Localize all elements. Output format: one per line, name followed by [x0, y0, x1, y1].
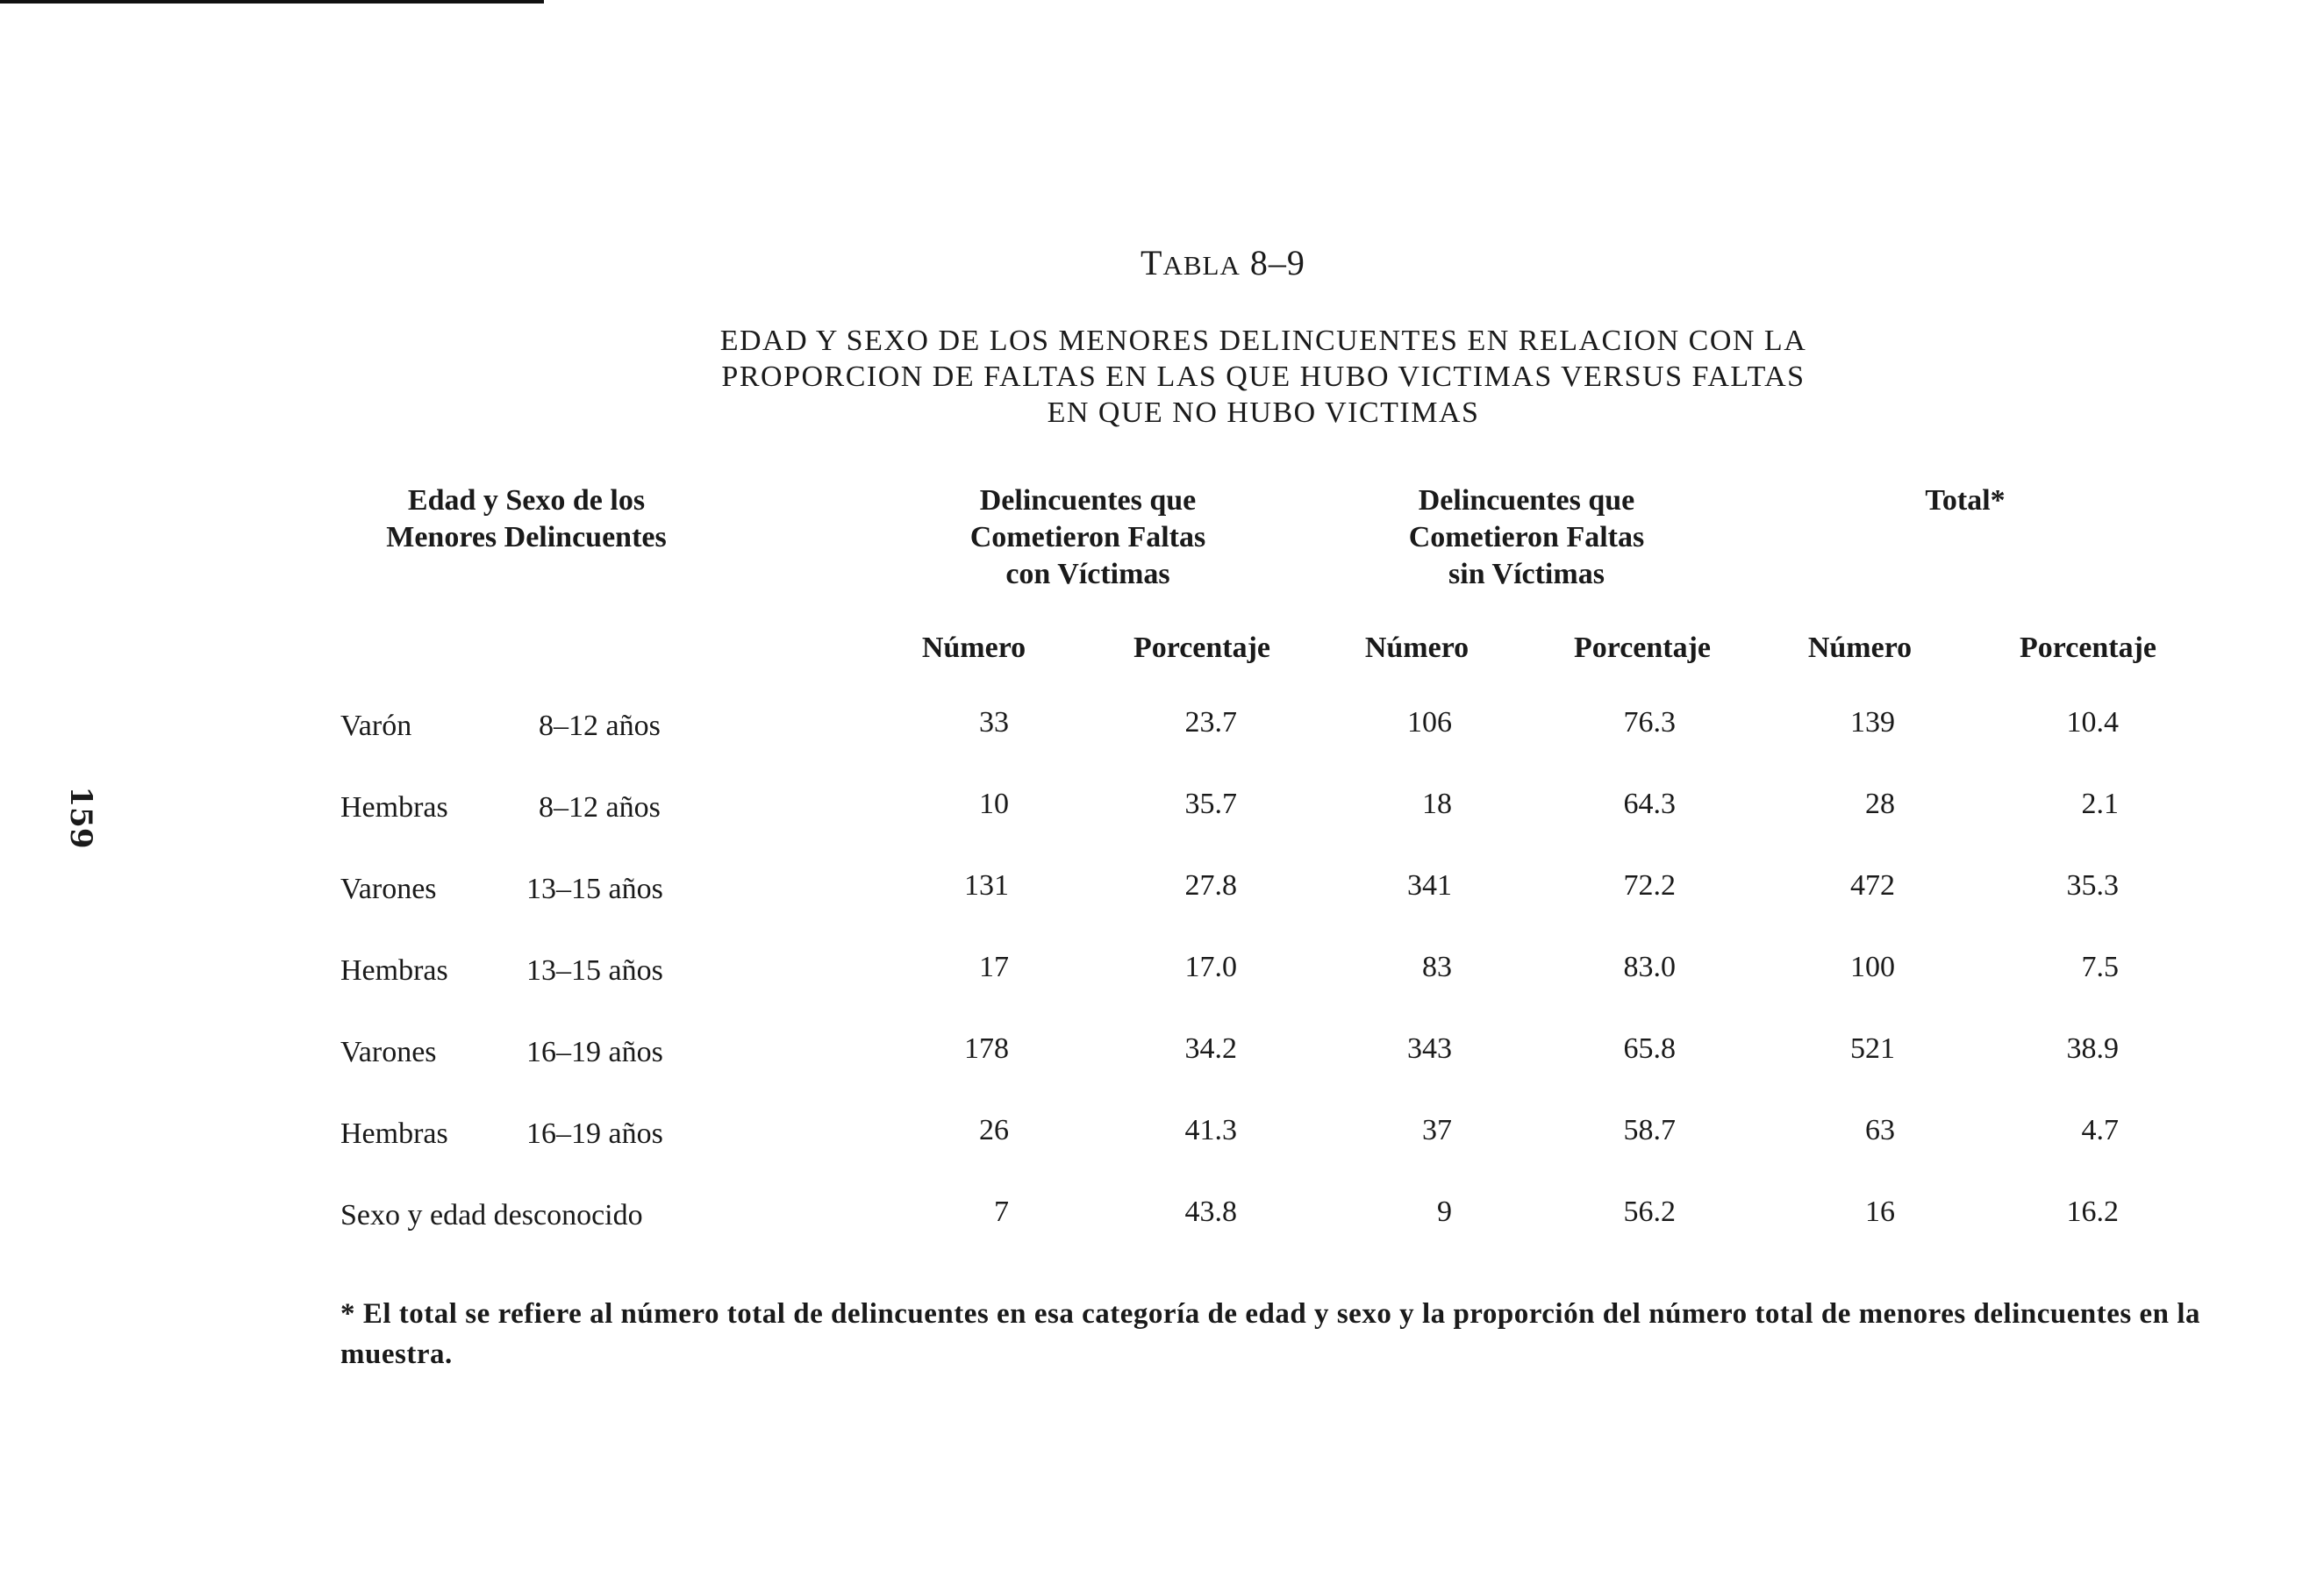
cell-numero-total: 100: [1850, 951, 1895, 983]
header-line: sin Víctimas: [1448, 558, 1605, 590]
cell-numero-sin: 9: [1437, 1196, 1452, 1228]
cell-porcentaje-total: 2.1: [2081, 788, 2119, 820]
row-sex-label: Varón: [340, 710, 412, 742]
row-sex-label: Sexo y edad desconocido: [340, 1199, 643, 1231]
row-sex-label: Hembras: [340, 1117, 448, 1150]
cell-porcentaje-con: 27.8: [1184, 869, 1237, 902]
header-line: Delincuentes que: [1418, 484, 1635, 517]
cell-porcentaje-sin: 65.8: [1623, 1032, 1676, 1065]
cell-numero-sin: 37: [1422, 1114, 1452, 1146]
row-sex-label: Varones: [340, 1036, 437, 1068]
cell-numero-total: 28: [1865, 788, 1895, 820]
subheader-numero-2: Número: [1364, 632, 1469, 664]
cell-porcentaje-con: 35.7: [1184, 788, 1237, 820]
page-number: 159: [63, 786, 98, 849]
header-category: [333, 482, 719, 556]
header-line: Delincuentes que: [979, 484, 1197, 517]
table-title-line: EN QUE NO HUBO VICTIMAS: [1047, 396, 1480, 429]
cell-numero-con: 33: [979, 706, 1009, 739]
subheader-numero-1: Número: [921, 632, 1026, 664]
cell-porcentaje-total: 4.7: [2081, 1114, 2119, 1146]
cell-porcentaje-total: 16.2: [2066, 1196, 2119, 1228]
table-label-initial: T: [1141, 243, 1163, 282]
cell-porcentaje-sin: 58.7: [1623, 1114, 1676, 1146]
cell-numero-con: 131: [964, 869, 1009, 902]
cell-numero-con: 10: [979, 788, 1009, 820]
cell-numero-total: 63: [1865, 1114, 1895, 1146]
cell-porcentaje-sin: 72.2: [1623, 869, 1676, 902]
row-sex-label: Varones: [340, 873, 437, 905]
subheader-porcentaje-3: Porcentaje: [2019, 632, 2157, 664]
cell-porcentaje-con: 43.8: [1184, 1196, 1237, 1228]
cell-porcentaje-sin: 56.2: [1623, 1196, 1676, 1228]
table-title-line: PROPORCION DE FALTAS EN LAS QUE HUBO VICTIMAS VERSUS FALTAS: [721, 361, 1806, 393]
table-title-line: EDAD Y SEXO DE LOS MENORES DELINCUENTES EN RELACION CON LA: [719, 325, 1807, 357]
cell-numero-sin: 83: [1422, 951, 1452, 983]
table-label-number: 8–9: [1249, 243, 1305, 282]
header-line: Total*: [1925, 484, 2006, 517]
cell-porcentaje-total: 38.9: [2066, 1032, 2119, 1065]
row-age-label: 16–19 años: [526, 1117, 663, 1150]
table-title: [561, 323, 1965, 431]
table-label-word: ABLA: [1162, 250, 1241, 281]
header-line: Cometieron Faltas: [1408, 521, 1645, 553]
cell-numero-sin: 18: [1422, 788, 1452, 820]
cell-porcentaje-sin: 64.3: [1623, 788, 1676, 820]
cell-porcentaje-sin: 76.3: [1623, 706, 1676, 739]
row-age-label: 13–15 años: [526, 954, 663, 987]
top-rule: [0, 0, 544, 4]
cell-numero-sin: 341: [1407, 869, 1452, 902]
cell-porcentaje-sin: 83.0: [1623, 951, 1676, 983]
cell-numero-sin: 343: [1407, 1032, 1452, 1065]
header-group-total: [1790, 482, 2141, 519]
cell-porcentaje-total: 10.4: [2066, 706, 2119, 739]
cell-numero-total: 139: [1850, 706, 1895, 739]
header-line: Menores Delincuentes: [386, 521, 667, 553]
cell-porcentaje-con: 34.2: [1184, 1032, 1237, 1065]
table-label: [1141, 242, 1404, 283]
row-age-label: 13–15 años: [526, 873, 663, 905]
cell-numero-con: 26: [979, 1114, 1009, 1146]
subheader-porcentaje-1: Porcentaje: [1133, 632, 1271, 664]
cell-porcentaje-total: 35.3: [2066, 869, 2119, 902]
cell-numero-con: 17: [979, 951, 1009, 983]
header-line: Cometieron Faltas: [969, 521, 1206, 553]
cell-numero-con: 7: [994, 1196, 1009, 1228]
cell-numero-total: 16: [1865, 1196, 1895, 1228]
cell-porcentaje-total: 7.5: [2081, 951, 2119, 983]
row-age-label: 8–12 años: [539, 791, 661, 824]
cell-porcentaje-con: 17.0: [1184, 951, 1237, 983]
cell-numero-total: 521: [1850, 1032, 1895, 1065]
cell-porcentaje-con: 23.7: [1184, 706, 1237, 739]
row-age-label: 16–19 años: [526, 1036, 663, 1068]
subheader-porcentaje-2: Porcentaje: [1573, 632, 1712, 664]
subheader-numero-3: Número: [1807, 632, 1913, 664]
cell-numero-total: 472: [1850, 869, 1895, 902]
header-line: Edad y Sexo de los: [407, 484, 646, 517]
cell-numero-sin: 106: [1407, 706, 1452, 739]
header-group-without-victims: [1351, 482, 1702, 593]
row-sex-label: Hembras: [340, 954, 448, 987]
cell-porcentaje-con: 41.3: [1184, 1114, 1237, 1146]
cell-numero-con: 178: [964, 1032, 1009, 1065]
row-age-label: 8–12 años: [539, 710, 661, 742]
header-line: con Víctimas: [1005, 558, 1170, 590]
footnote: * El total se refiere al número total de delincuentes en esa categoría de edad y sexo y la proporción del número total de menores delincuentes en la muestra.: [340, 1298, 2200, 1370]
header-group-with-victims: [912, 482, 1263, 593]
row-sex-label: Hembras: [340, 791, 448, 824]
